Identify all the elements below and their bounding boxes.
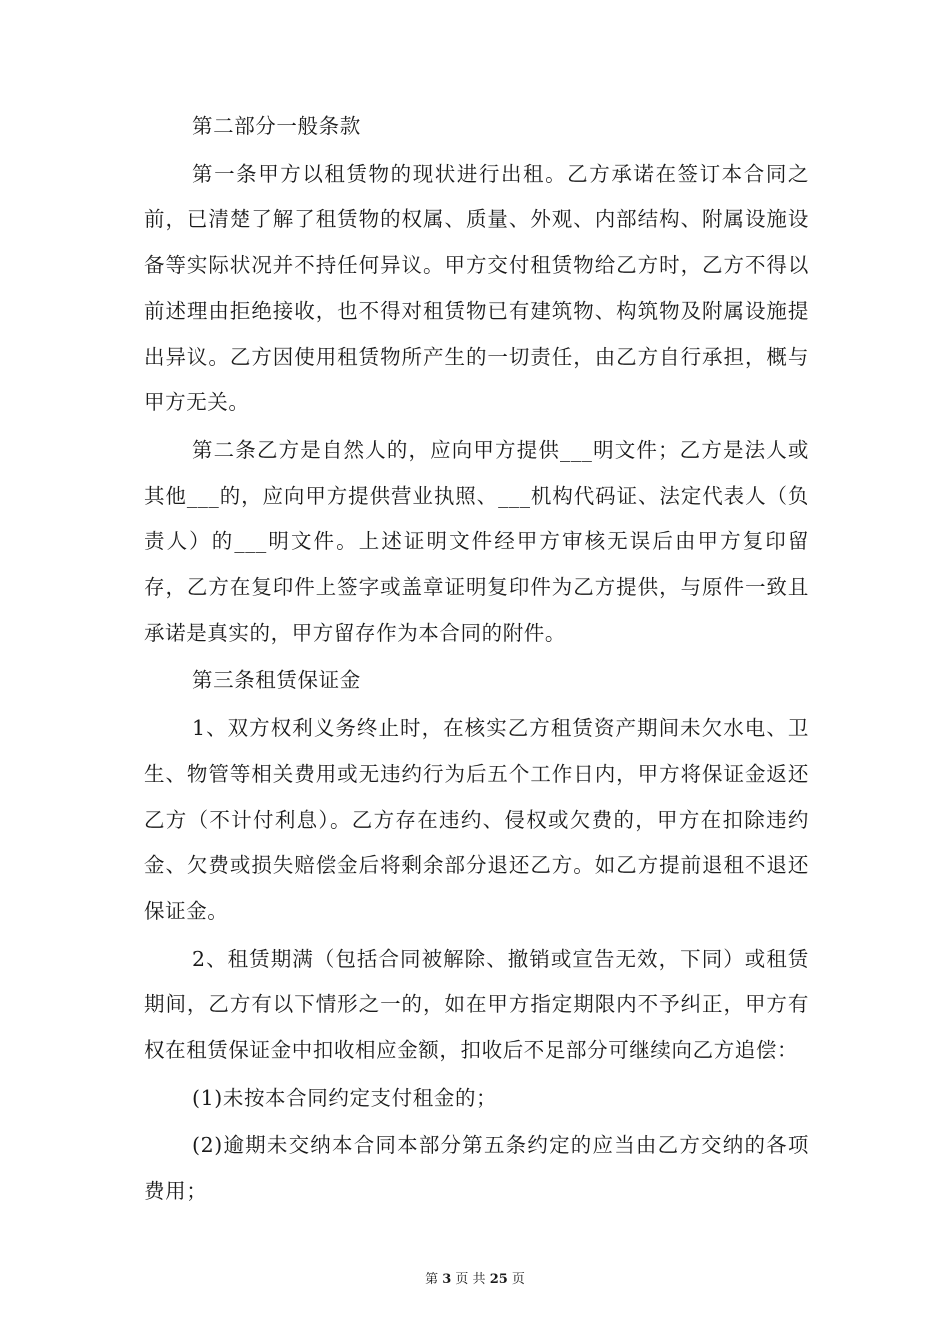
- clause-paragraph: 第一条甲方以租赁物的现状进行出租。乙方承诺在签订本合同之前，已清楚了解了租赁物的权属、质量、外观、内部结构、附属设施设备等实际状况并不持任何异议。甲方交付租赁物给乙方时，乙方不得以前述理由拒绝接收，也不得对租赁物已有建筑物、构筑物及附属设施提出异议。乙方因使用租赁物所产生的一切责任，由乙方自行承担，概与甲方无关。: [144, 161, 809, 415]
- clause-paragraph: 1、双方权利义务终止时，在核实乙方租赁资产期间未欠水电、卫生、物管等相关费用或无违约行为后五个工作日内，甲方将保证金返还乙方（不计付利息）。乙方存在违约、侵权或欠费的，甲方在扣除违约金、欠费或损失赔偿金后将剩余部分退还乙方。如乙方提前退租不退还保证金。: [144, 716, 809, 923]
- footer-suffix: 页: [511, 1272, 525, 1287]
- list-item: (2)逾期未交纳本合同本部分第五条约定的应当由乙方交纳的各项费用；: [144, 1133, 809, 1204]
- clause-paragraph: 第二条乙方是自然人的，应向甲方提供___明文件；乙方是法人或其他___的，应向甲方提供营业执照、___机构代码证、法定代表人（负责人）的___明文件。上述证明文件经甲方审核无误后由甲方复印留存，乙方在复印件上签字或盖章证明复印件为乙方提供，与原件一致且承诺是真实的，甲方留存作为本合同的附件。: [144, 437, 809, 645]
- page-number-footer: [0, 1268, 950, 1287]
- current-page-number: 3: [442, 1272, 452, 1287]
- clause-heading: 第三条租赁保证金: [192, 668, 361, 693]
- list-item: (1)未按本合同约定支付租金的；: [192, 1085, 498, 1110]
- footer-prefix: 第: [425, 1272, 439, 1287]
- total-pages-number: 25: [489, 1272, 508, 1287]
- clause-paragraph: 2、租赁期满（包括合同被解除、撤销或宣告无效，下同）或租赁期间，乙方有以下情形之一的，如在甲方指定期限内不予纠正，甲方有权在租赁保证金中扣收相应金额，扣收后不足部分可继续向乙方追偿：: [144, 946, 809, 1063]
- document-body: [144, 104, 809, 1215]
- section-heading: 第二部分一般条款: [192, 114, 361, 138]
- footer-middle: 页 共: [455, 1272, 486, 1287]
